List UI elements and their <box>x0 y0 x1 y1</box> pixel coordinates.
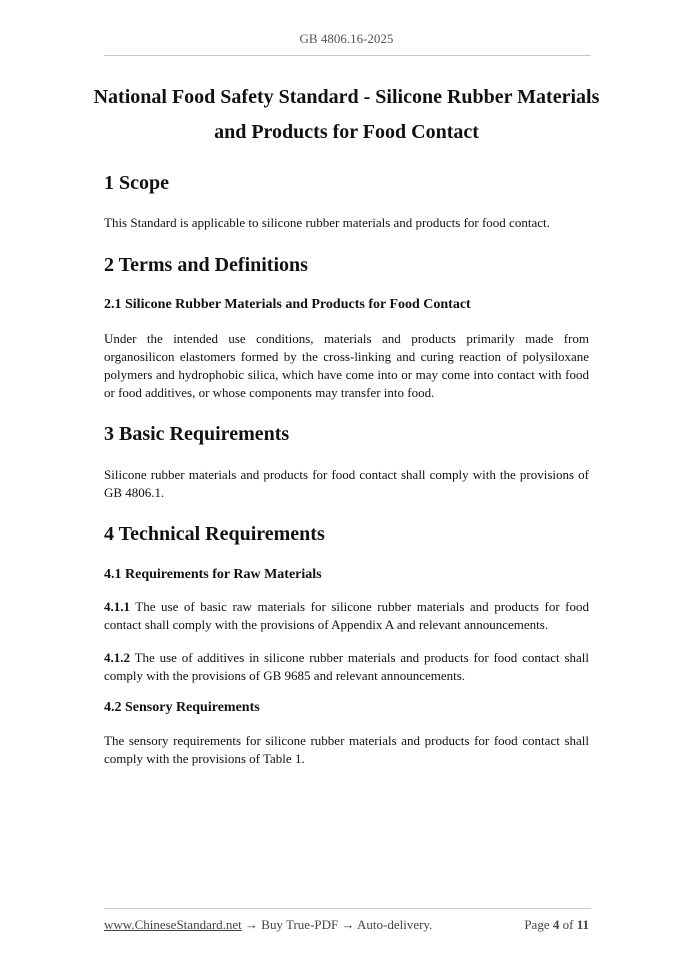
website-link[interactable]: www.ChineseStandard.net <box>104 917 242 932</box>
section-4-2-heading: 4.2 Sensory Requirements <box>104 700 260 715</box>
section-2-1-text: Under the intended use conditions, materials and products primarily made from organosilicon elastomers formed by the cross-linking and curing reaction of polysiloxane polymers and hydrophobic silica, which have come into or may come into contact with food or food additives, or whose components may transfer into food. <box>104 331 589 400</box>
footer-promo <box>104 917 432 933</box>
section-3-heading: 3 Basic Requirements <box>104 423 290 445</box>
page-footer <box>104 917 589 933</box>
clause-number: 4.1.2 <box>104 650 130 665</box>
section-4-1-heading: 4.1 Requirements for Raw Materials <box>104 567 322 582</box>
header-rule <box>104 55 591 56</box>
arrow-icon: → <box>245 917 259 932</box>
document-title-line1: National Food Safety Standard - Silicone Rubber Materials <box>93 86 600 108</box>
running-header: GB 4806.16-2025 <box>299 31 394 46</box>
footer-rule <box>104 908 591 909</box>
page-label: Page <box>524 917 553 932</box>
clause-number: 4.1.1 <box>104 599 130 614</box>
of-label: of <box>559 917 577 932</box>
section-4-heading: 4 Technical Requirements <box>104 523 325 545</box>
current-page: 4 <box>552 917 560 932</box>
page-number <box>524 917 589 933</box>
section-3-text: Silicone rubber materials and products for food contact shall comply with the provisions of GB 4806.1. <box>104 467 589 500</box>
clause-4-1-1 <box>104 598 589 634</box>
section-2-1-heading: 2.1 Silicone Rubber Materials and Products for Food Contact <box>104 297 471 312</box>
section-1-text: This Standard is applicable to silicone rubber materials and products for food contact. <box>104 215 550 230</box>
clause-4-1-2 <box>104 649 589 685</box>
clause-text: The use of additives in silicone rubber materials and products for food contact shall comply with the provisions of GB 9685 and relevant announcements. <box>104 650 589 683</box>
clause-text: The use of basic raw materials for silicone rubber materials and products for food contact shall comply with the provisions of Appendix A and relevant announcements. <box>104 599 589 632</box>
arrow-icon: → <box>341 917 355 932</box>
document-title-line2: and Products for Food Contact <box>214 121 479 143</box>
section-2-heading: 2 Terms and Definitions <box>104 254 308 276</box>
buy-text: Buy True-PDF <box>258 917 342 932</box>
delivery-text: Auto-delivery. <box>354 917 433 932</box>
total-pages: 11 <box>576 917 589 932</box>
section-1-heading: 1 Scope <box>104 172 169 194</box>
section-4-2-text: The sensory requirements for silicone rubber materials and products for food contact shall comply with the provisions of Table 1. <box>104 733 589 766</box>
